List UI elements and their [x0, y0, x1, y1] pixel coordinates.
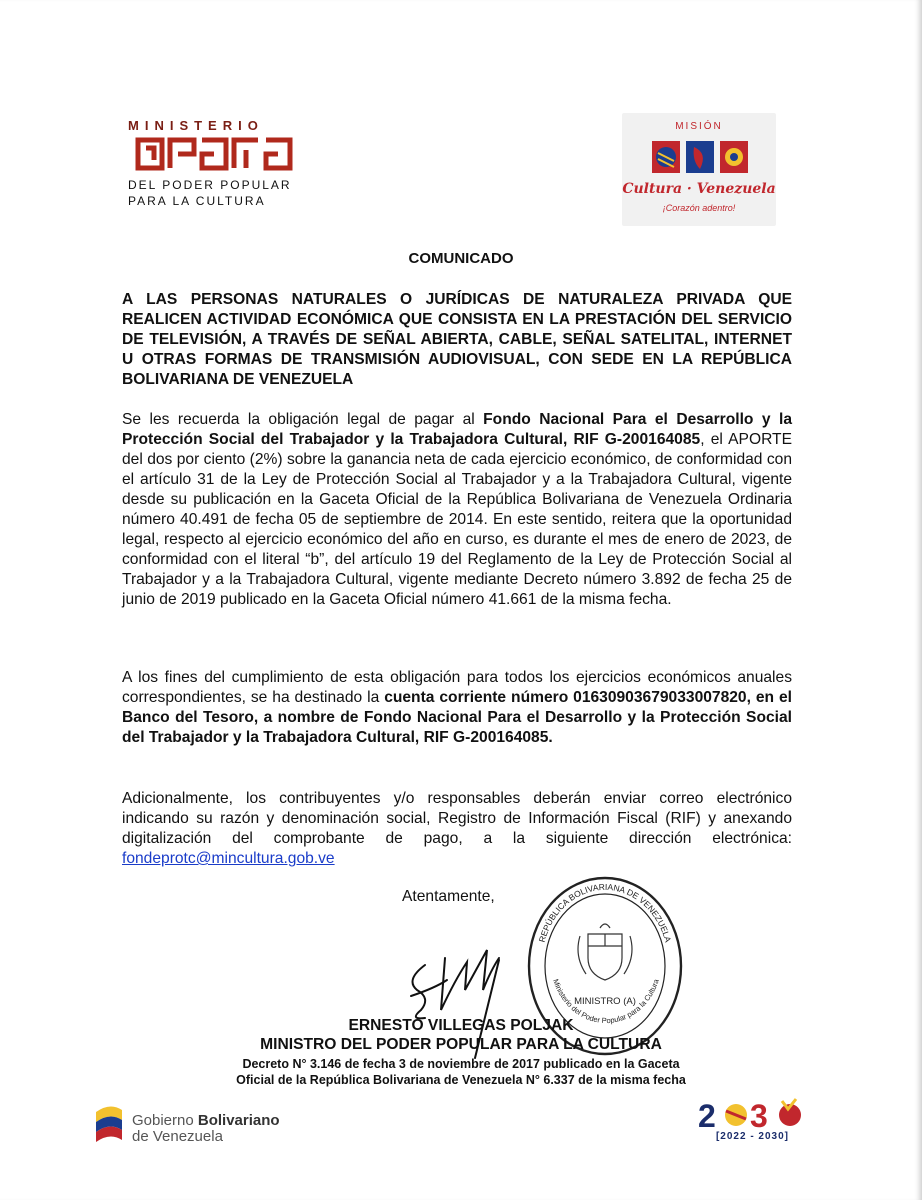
signer-title: MINISTRO DEL PODER POPULAR PARA LA CULTURA	[260, 1036, 662, 1053]
svg-text:3: 3	[750, 1098, 768, 1133]
ministry-logo-line1: DEL PODER POPULAR	[128, 178, 292, 192]
fund-name: Fondo Nacional Para el Desarrollo y la Protección Social del Trabajador y la Trabajadora Cultural, RIF G-200164085	[122, 411, 792, 448]
paragraph1-rest: , el APORTE del dos por ciento (2%) sobre la ganancia neta de cada ejercicio económico, de conformidad con el artículo 31 de la Ley de Protección Social al Trabajador y a la Trabajadora Cultural, vigente desde su publicación en la Gaceta Oficial de la República Bolivariana de Venezuela Ordinaria número 40.491 de fecha 05 de septiembre de 2014. En este sentido, reitera que la oportunidad legal, respecto al ejercicio económico del año en curso, es durante el mes de enero de 2023, de conformidad con el literal “b”, del artículo 19 del Reglamento de la Ley de Protección Social al Trabajador y a la Trabajadora Cultural, vigente mediante Decreto número 3.892 de fecha 25 de junio de 2019 publicado en la Gaceta Oficial número 41.661 de la misma fecha.	[122, 431, 792, 608]
gobierno-word: Gobierno	[132, 1112, 198, 1129]
ministry-logo-top-text: MINISTERIO	[128, 118, 264, 133]
ministry-logo	[124, 118, 299, 210]
paragraph-account	[122, 668, 792, 748]
seal-bottom-text: Ministerio del Poder Popular para la Cultura	[551, 977, 661, 1026]
gobierno-bolivariano-logo	[92, 1098, 284, 1154]
venezuela-flag-icon	[92, 1102, 126, 1146]
addressee-heading: A LAS PERSONAS NATURALES O JURÍDICAS DE NATURALEZA PRIVADA QUE REALICEN ACTIVIDAD ECONÓMICA QUE CONSISTA EN LA PRESTACIÓN DEL SERVICIO DE TELEVISIÓN, A TRAVÉS DE SEÑAL ABIERTA, CABLE, SEÑAL SATELITAL, INTERNET U OTRAS FORMAS DE TRANSMISIÓN AUDIOVISUAL, CON SEDE EN LA REPÚBLICA BOLIVARIANA DE VENEZUELA	[122, 291, 792, 388]
signer-name: ERNESTO VILLEGAS POLJAK	[348, 1017, 574, 1034]
ministry-logo-line2: PARA LA CULTURA	[128, 194, 266, 208]
email-link[interactable]: fondeprotc@mincultura.gob.ve	[122, 850, 335, 867]
svg-text:2: 2	[698, 1098, 716, 1133]
seal-ring-text: REPÚBLICA BOLIVARIANA DE VENEZUELA	[536, 881, 674, 944]
gobierno-line1	[132, 1112, 280, 1129]
account-details: cuenta corriente número 01630903679033007820, en el Banco del Tesoro, a nombre de Fondo Nacional Para el Desarrollo y la Protección Social del Trabajador y la Trabajadora Cultural, RIF G-200164085.	[122, 689, 792, 746]
paragraph-email-instructions	[122, 789, 792, 869]
plan-2030-graphic-icon	[690, 1093, 815, 1133]
paragraph2-lead: A los fines del cumplimiento de esta obligación para todos los ejercicios económicos anuales correspondientes, se ha destinado la	[122, 669, 792, 706]
decree-line-2: Oficial de la República Bolivariana de Venezuela N° 6.337 de la misma fecha	[236, 1073, 686, 1087]
ministry-pattern-icon	[134, 134, 294, 174]
paragraph1-lead: Se les recuerda la obligación legal de pagar al	[122, 411, 484, 428]
coat-of-arms-icon	[578, 924, 632, 980]
paragraph-obligation	[122, 410, 792, 610]
mision-logo-slogan: ¡Corazón adentro!	[662, 203, 736, 213]
gobierno-line2: de Venezuela	[132, 1128, 223, 1145]
decree-line-1: Decreto N° 3.146 de fecha 3 de noviembre de 2017 publicado en la Gaceta	[242, 1057, 680, 1071]
seal-center-text: MINISTRO (A)	[574, 996, 636, 1007]
paragraph3-text: Adicionalmente, los contribuyentes y/o responsables deberán enviar correo electrónico indicando su razón y denominación social, Registro de Información Fiscal (RIF) y anexando digitalización del comprobante de pago, a la siguiente dirección electrónica:	[122, 790, 792, 847]
document-title: COMUNICADO	[408, 250, 514, 267]
bolivariano-word: Bolivariano	[197, 1112, 280, 1129]
mision-cultura-logo	[622, 113, 776, 226]
plan-years: [2022 - 2030]	[715, 1131, 790, 1142]
mision-logo-top-text: MISIÓN	[675, 121, 723, 132]
closing-text: Atentamente,	[402, 888, 495, 905]
plan-2030-logo	[690, 1093, 815, 1148]
mision-logo-brand: Cultura · Venezuela	[622, 181, 776, 197]
mision-tiles-icon	[652, 139, 748, 177]
